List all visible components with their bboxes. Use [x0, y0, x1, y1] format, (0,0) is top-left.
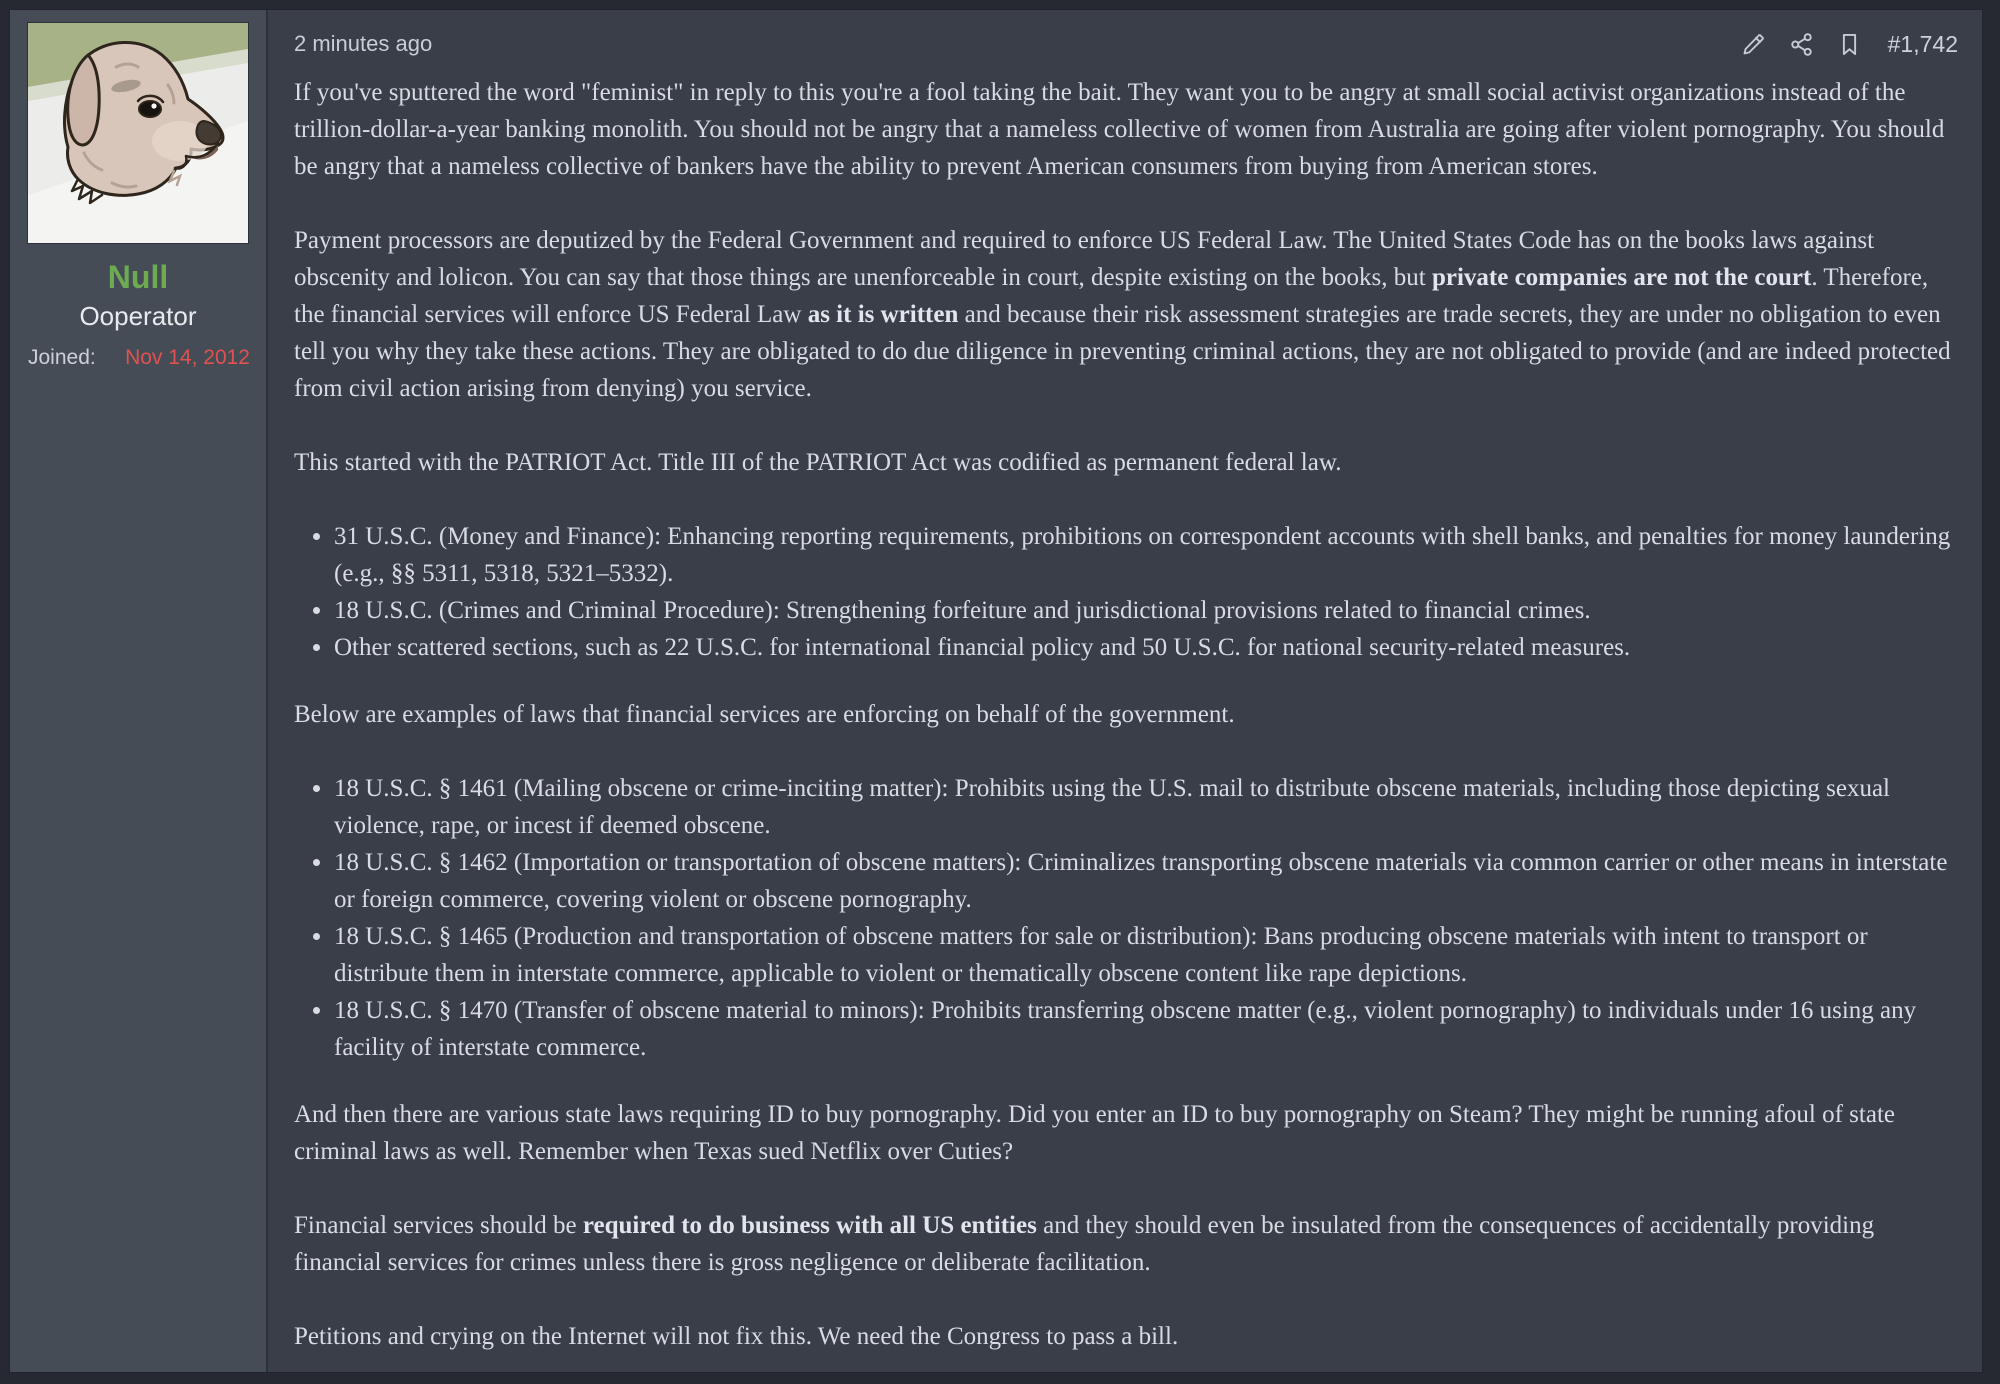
post-paragraph: If you've sputtered the word "feminist" in reply to this you're a fool taking the bait. They want you to be angry at small social activist organizations instead of the trillion-dollar-a-year banking monolith. You should not be angry that a nameless collective of women from Australia are going after violent pornography. You should be angry that a nameless collective of bankers have the ability to prevent American consumers from buying from American stores. [294, 79, 1945, 180]
joined-label: Joined: [28, 346, 96, 369]
post-paragraph: Below are examples of laws that financial services are enforcing on behalf of the government. [294, 701, 1235, 728]
post-header [294, 26, 1958, 62]
author-sidebar [10, 10, 268, 1372]
dog-illustration-icon [28, 23, 248, 243]
highlight-pen-icon [1740, 31, 1767, 58]
post-list-item: • Other scattered sections, such as 22 U.S.C. for international financial policy and 50 U.S.C. for national security-related measures. [334, 629, 1958, 666]
post-list-item: • 18 U.S.C. § 1465 (Production and transportation of obscene matters for sale or distribution): Bans producing obscene materials with intent to transport or distribute them in interstate commerce, applicable to violent or thematically obscene content like rape depictions. [334, 918, 1958, 992]
post-list-item: • 31 U.S.C. (Money and Finance): Enhancing reporting requirements, prohibitions on correspondent accounts with shell banks, and penalties for money laundering (e.g., §§ 5311, 5318, 5321–5332). [334, 518, 1958, 592]
bookmark-button[interactable] [1836, 31, 1863, 58]
post-list-item: • 18 U.S.C. § 1470 (Transfer of obscene material to minors): Prohibits transferring obscene matter (e.g., violent pornography) to individuals under 16 using any facility of interstate commerce. [334, 992, 1958, 1066]
post-list-item: • 18 U.S.C. § 1461 (Mailing obscene or crime-inciting matter): Prohibits using the U.S. mail to distribute obscene materials, including those depicting sexual violence, rape, or incest if deemed obscene. [334, 770, 1958, 844]
post-paragraph: This started with the PATRIOT Act. Title III of the PATRIOT Act was codified as permanent federal law. [294, 449, 1342, 476]
post-list [294, 518, 1958, 666]
username-link[interactable]: Null [107, 259, 169, 295]
post-paragraph: And then there are various state laws requiring ID to buy pornography. Did you enter an ID to buy pornography on Steam? They might be running afoul of state criminal laws as well. Remember when Texas sued Netflix over Cuties? [294, 1101, 1895, 1165]
post-timestamp[interactable]: 2 minutes ago [294, 31, 433, 56]
post-number-link[interactable]: #1,742 [1887, 30, 1958, 57]
post-list [294, 770, 1958, 1066]
author-role: Ooperator [79, 301, 197, 331]
post-list-item: • 18 U.S.C. § 1462 (Importation or transportation of obscene matters): Criminalizes transporting obscene materials via common carrier or other means in interstate or foreign commerce, covering violent or obscene pornography. [334, 844, 1958, 918]
post-list-item: • 18 U.S.C. (Crimes and Criminal Procedure): Strengthening forfeiture and jurisdictional provisions related to financial crimes. [334, 592, 1958, 629]
post-body [294, 74, 1958, 1355]
forum-post [10, 10, 1982, 1372]
highlight-button[interactable] [1740, 31, 1767, 58]
post-paragraph: Petitions and crying on the Internet will not fix this. We need the Congress to pass a bill. [294, 1323, 1179, 1350]
bookmark-icon [1836, 31, 1863, 58]
avatar[interactable] [28, 23, 248, 243]
joined-date: Nov 14, 2012 [125, 346, 250, 369]
share-icon [1788, 31, 1815, 58]
joined-row [10, 346, 266, 370]
post-actions [1740, 31, 1958, 58]
share-button[interactable] [1788, 31, 1815, 58]
post-paragraph: Financial services should be required to do business with all US entities and they should even be insulated from the consequences of accidentally providing financial services for crimes unless there is gross negligence or deliberate facilitation. [294, 1212, 1875, 1276]
post-content [268, 10, 1982, 1372]
post-paragraph: Payment processors are deputized by the Federal Government and required to enforce US Federal Law. The United States Code has on the books laws against obscenity and lolicon. You can say that those things are unenforceable in court, despite existing on the books, but private companies are not the court. Therefore, the financial services will enforce US Federal Law as it is written and because their risk assessment strategies are trade secrets, they are under no obligation to even tell you why they take these actions. They are obligated to do due diligence in preventing criminal actions, they are not obligated to provide (and are indeed protected from civil action arising from denying) you service. [294, 227, 1951, 402]
